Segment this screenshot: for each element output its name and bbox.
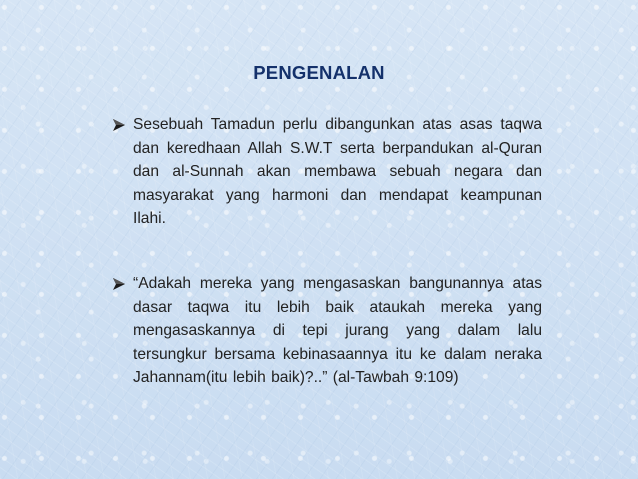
bullet-item bbox=[112, 113, 542, 231]
arrow-check-bullet-icon bbox=[112, 113, 128, 137]
bullet-item bbox=[112, 272, 542, 390]
arrow-check-bullet-icon bbox=[112, 272, 128, 296]
bullet-text: Sesebuah Tamadun perlu dibangunkan atas asas taqwa dan keredhaan Allah S.W.T serta berpandukan al-Quran dan al-Sunnah akan membawa sebuah negara dan masyarakat yang harmoni dan mendapat keampunan Ilahi. bbox=[133, 116, 542, 227]
slide-title: PENGENALAN bbox=[253, 62, 385, 83]
bullet-text: “Adakah mereka yang mengasaskan bangunannya atas dasar taqwa itu lebih baik ataukah mereka yang mengasaskannya di tepi jurang yang dalam lalu tersungkur bersama kebinasaannya itu ke dalam neraka Jahannam(itu lebih baik)?..” (al-Tawbah 9:109) bbox=[133, 275, 542, 386]
